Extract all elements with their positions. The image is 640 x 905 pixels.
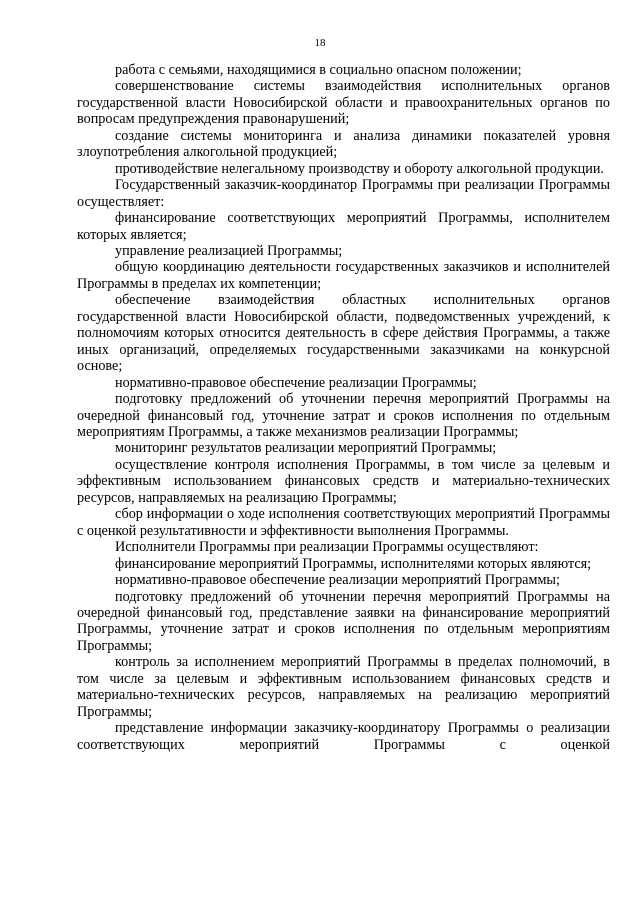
paragraph-20: представление информации заказчику-координатору Программы о реализации соответствующих мероприятий Программы с оценкой [77, 720, 610, 753]
paragraph-3: создание системы мониторинга и анализа динамики показателей уровня злоупотребления алкогольной продукцией; [77, 127, 610, 161]
paragraph-11: подготовку предложений об уточнении перечня мероприятий Программы на очередной финансовый год, уточнение затрат и сроков исполнения по отдельным мероприятиям Программы, а также механизмов реализации Программы; [77, 391, 610, 440]
paragraph-17: нормативно-правовое обеспечение реализации мероприятий Программы; [115, 572, 560, 589]
paragraph-1: работа с семьями, находящимися в социально опасном положении; [115, 62, 522, 78]
paragraph-18: подготовку предложений об уточнении перечня мероприятий Программы на очередной финансовый год, представление заявки на финансирование мероприятий Программы, уточнение затрат и сроков исполнения по отдельным мероприятиям Программы; [77, 588, 610, 654]
paragraph-14: сбор информации о ходе исполнения соответствующих мероприятий Программы с оценкой результативности и эффективности выполнения Программы. [77, 506, 610, 539]
paragraph-16: финансирование мероприятий Программы, исполнителями которых являются; [115, 555, 592, 572]
paragraph-4: противодействие нелегальному производству и обороту алкогольной продукции. [115, 160, 604, 177]
paragraph-19: контроль за исполнением мероприятий Программы в пределах полномочий, в том числе за целевым и эффективным использованием финансовых средств и материально-технических ресурсов, направляемых на реализацию мероприятий Программы; [77, 654, 610, 720]
paragraph-12: мониторинг результатов реализации мероприятий Программы; [115, 440, 497, 457]
paragraph-9: обеспечение взаимодействия областных исполнительных органов государственной власти Новосибирской области, подведомственных учреждений, к полномочиям которых относится деятельность в сфере действия Программы, а также иных организаций, определяемых государственными заказчиками на конкурсной основе; [77, 292, 610, 375]
paragraph-7: управление реализацией Программы; [115, 242, 343, 259]
page-number: 18 [314, 37, 326, 49]
paragraph-8: общую координацию деятельности государственных заказчиков и исполнителей Программы в пределах их компетенции; [77, 259, 610, 292]
paragraph-15: Исполнители Программы при реализации Программы осуществляют: [115, 539, 539, 556]
paragraph-13: осуществление контроля исполнения Программы, в том числе за целевым и эффективным использованием финансовых средств и материально-технических ресурсов, направляемых на реализацию Программы; [77, 456, 610, 506]
paragraph-10: нормативно-правовое обеспечение реализации Программы; [115, 374, 477, 391]
paragraph-5: Государственный заказчик-координатор Программы при реализации Программы осуществляет: [77, 177, 610, 210]
paragraph-6: финансирование соответствующих мероприятий Программы, исполнителем которых является; [77, 210, 610, 243]
paragraph-2: совершенствование системы взаимодействия исполнительных органов государственной власти Новосибирской области и правоохранительных органов по вопросам предупреждения правонарушений; [77, 78, 610, 128]
body-text [77, 62, 610, 753]
